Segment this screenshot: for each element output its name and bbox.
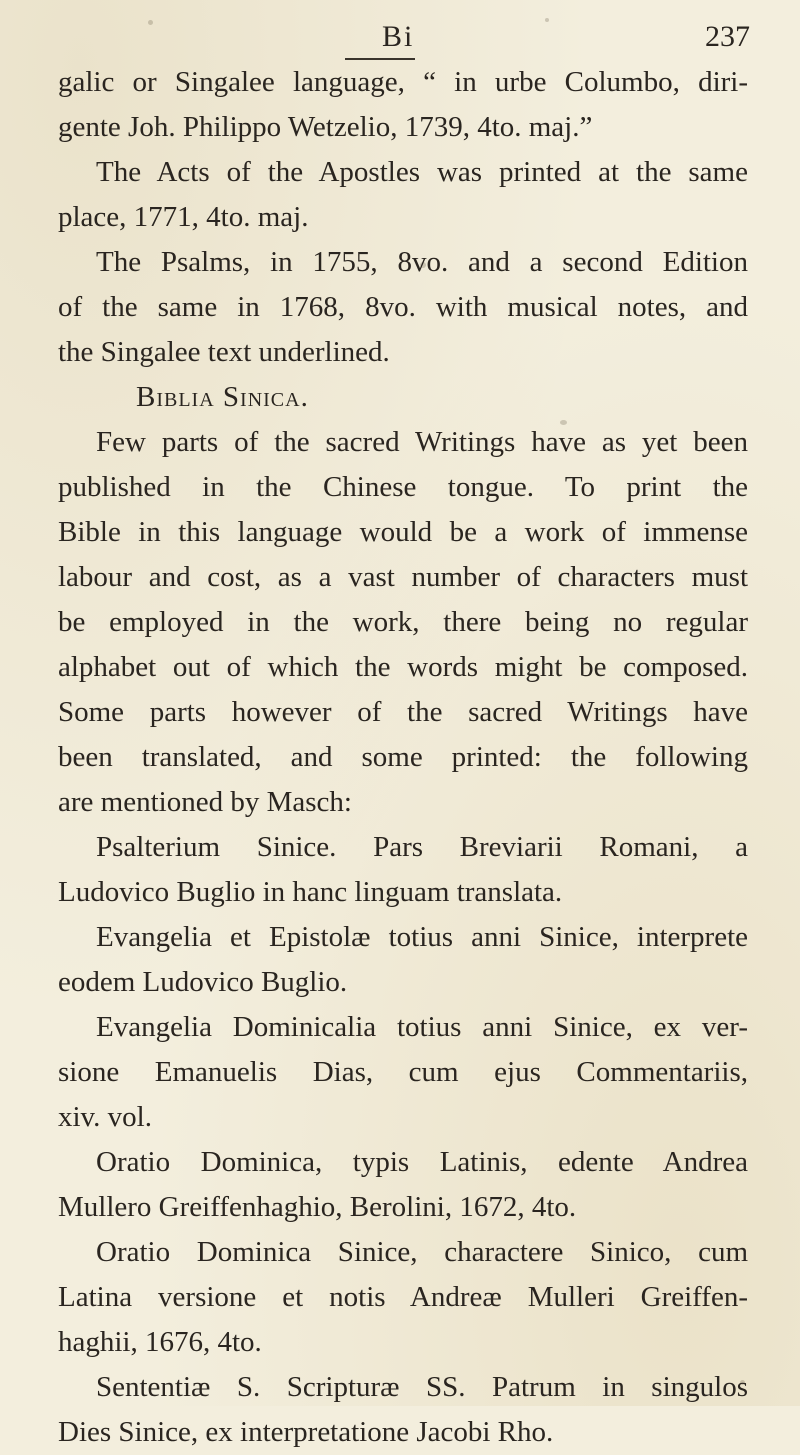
paragraph-line: eodem Ludovico Buglio. xyxy=(58,966,348,998)
paragraph-line: haghii, 1676, 4to. xyxy=(58,1326,262,1358)
paragraph-line: are mentioned by Masch: xyxy=(58,786,352,818)
paragraph-line: alphabet out of which the words might be composed. xyxy=(58,651,748,683)
paragraph-line: gente Joh. Philippo Wetzelio, 1739, 4to. maj.” xyxy=(58,111,593,143)
paragraph-line: Latina versione et notis Andreæ Mulleri Greiffen- xyxy=(58,1281,748,1313)
paragraph-line: Oratio Dominica, typis Latinis, edente Andrea xyxy=(96,1146,748,1178)
paragraph-line: Mullero Greiffenhaghio, Berolini, 1672, 4to. xyxy=(58,1191,577,1223)
paragraph-line: Ludovico Buglio in hanc linguam translata. xyxy=(58,876,563,908)
text-body xyxy=(58,60,748,1455)
paragraph-line: be employed in the work, there being no regular xyxy=(58,606,748,638)
paragraph-line: published in the Chinese tongue. To print the xyxy=(58,471,748,503)
paragraph-line: xiv. vol. xyxy=(58,1101,152,1133)
paragraph-line: place, 1771, 4to. maj. xyxy=(58,201,309,233)
paragraph-line: galic or Singalee language, “ in urbe Columbo, diri- xyxy=(58,66,748,98)
paragraph-line: Oratio Dominica Sinice, charactere Sinico, cum xyxy=(96,1236,748,1268)
paragraph-line: Few parts of the sacred Writings have as yet been xyxy=(96,426,748,458)
paragraph-line: Psalterium Sinice. Pars Breviarii Romani, a xyxy=(96,831,748,863)
running-head xyxy=(0,14,800,58)
paragraph-line: Evangelia et Epistolæ totius anni Sinice, interprete xyxy=(96,921,748,953)
paragraph-line: been translated, and some printed: the following xyxy=(58,741,748,773)
paragraph-line: Some parts however of the sacred Writings have xyxy=(58,696,748,728)
page-number: 237 xyxy=(705,20,750,53)
paragraph-line: Evangelia Dominicalia totius anni Sinice, ex ver- xyxy=(96,1011,748,1043)
paragraph-line: of the same in 1768, 8vo. with musical notes, and xyxy=(58,291,748,323)
paragraph-line: labour and cost, as a vast number of characters must xyxy=(58,561,748,593)
paragraph-line: the Singalee text underlined. xyxy=(58,336,390,368)
signature-mark: Bi xyxy=(382,20,415,53)
paragraph-line: sione Emanuelis Dias, cum ejus Commentariis, xyxy=(58,1056,748,1088)
paragraph-line: Dies Sinice, ex interpretatione Jacobi Rho. xyxy=(58,1416,554,1448)
paragraph-line: The Acts of the Apostles was printed at the same xyxy=(96,156,748,188)
paragraph-line: Sententiæ S. Scripturæ SS. Patrum in singulos xyxy=(96,1371,748,1403)
paragraph-line: The Psalms, in 1755, 8vo. and a second Edition xyxy=(96,246,748,278)
paragraph-line: Bible in this language would be a work of immense xyxy=(58,516,748,548)
section-heading: Biblia Sinica. xyxy=(136,381,309,413)
